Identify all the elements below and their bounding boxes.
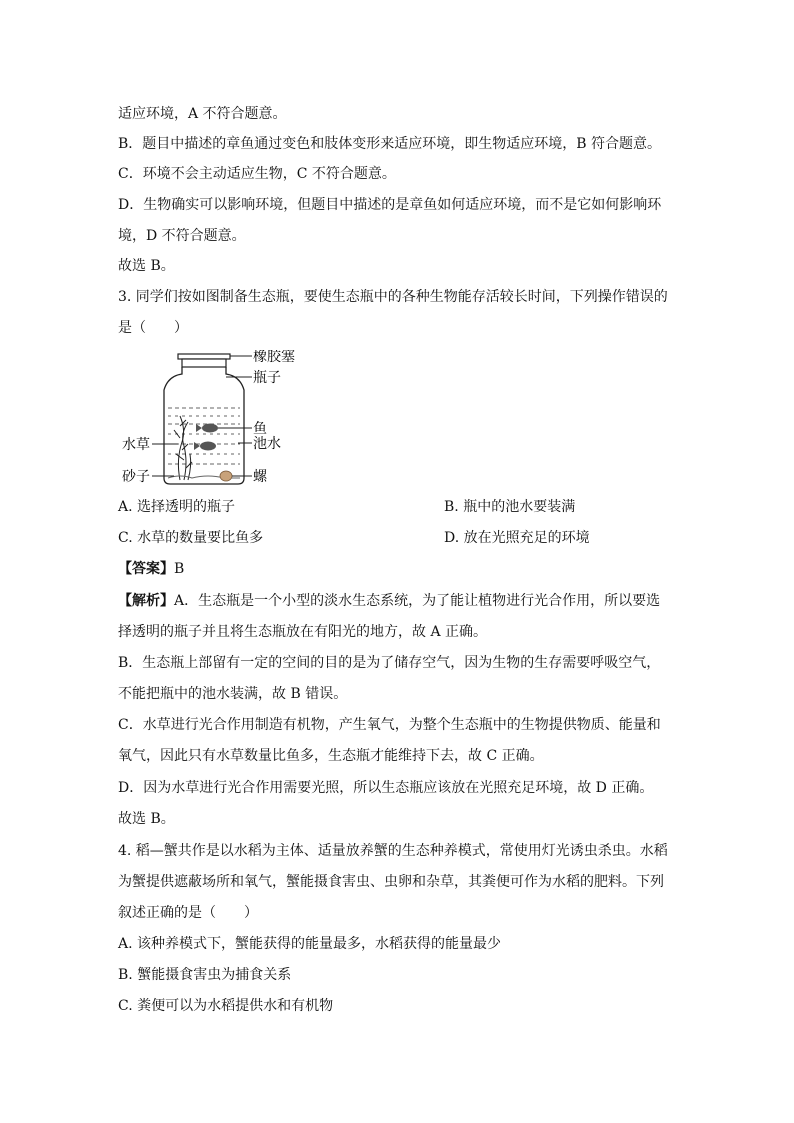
label-water-plant: 水草 <box>122 437 150 453</box>
question-4-option-a: A. 该种养模式下，蟹能获得的能量最多，水稻获得的能量最少 <box>118 936 502 952</box>
analysis-line: D．因为水草进行光合作用需要光照，所以生态瓶应该放在光照充足环境，故 D 正确。 <box>118 780 654 796</box>
answer-line <box>118 559 184 579</box>
option-c: C. 水草的数量要比鱼多 <box>118 530 264 546</box>
answer-value: B <box>174 561 185 577</box>
label-snail: 螺 <box>253 469 267 485</box>
analysis-label: 【解析】 <box>118 593 174 609</box>
answer-label: 【答案】 <box>118 561 174 577</box>
question-3-stem: 3. 同学们按如图制备生态瓶，要使生态瓶中的各种生物能存活较长时间，下列操作错误的 <box>118 289 668 305</box>
option-b: B. 瓶中的池水要装满 <box>444 499 576 515</box>
eco-bottle-figure <box>118 350 308 488</box>
question-4-stem: 为蟹提供遮蔽场所和氧气，蟹能摄食害虫、虫卵和杂草，其粪便可作为水稻的肥料。下列 <box>118 874 664 890</box>
analysis-line: 择透明的瓶子并且将生态瓶放在有阳光的地方，故 A 正确。 <box>118 624 488 640</box>
question-3-stem: 是（ ） <box>118 320 188 336</box>
question-4-stem: 叙述正确的是（ ） <box>118 905 258 921</box>
question-4-stem: 4. 稻—蟹共作是以水稻为主体、适量放养蟹的生态种养模式，常使用灯光诱虫杀虫。水稻 <box>118 843 668 859</box>
analysis-line: 故选 B。 <box>118 811 175 827</box>
label-sand: 砂子 <box>122 469 150 485</box>
question-4-option-b: B. 蟹能摄食害虫为捕食关系 <box>118 967 292 983</box>
text-line: 境，D 不符合题意。 <box>118 228 246 244</box>
text-line: D．生物确实可以影响环境，但题目中描述的是章鱼如何适应环境，而不是它如何影响环 <box>118 197 662 213</box>
text-line: 故选 B。 <box>118 258 175 274</box>
analysis-text: A．生态瓶是一个小型的淡水生态系统，为了能让植物进行光合作用，所以要选 <box>174 593 661 609</box>
text-line: B．题目中描述的章鱼通过变色和肢体变形来适应环境，即生物适应环境，B 符合题意。 <box>118 136 662 152</box>
label-fish: 鱼 <box>253 421 267 437</box>
label-bottle: 瓶子 <box>253 370 281 386</box>
label-rubber-stopper: 橡胶塞 <box>253 350 295 365</box>
analysis-line: 氧气，因此只有水草数量比鱼多，生态瓶才能维持下去，故 C 正确。 <box>118 748 544 764</box>
question-4-option-c: C. 粪便可以为水稻提供水和有机物 <box>118 998 334 1014</box>
option-d: D. 放在光照充足的环境 <box>444 530 590 546</box>
text-line: 适应环境，A 不符合题意。 <box>118 106 287 122</box>
option-a: A. 选择透明的瓶子 <box>118 499 236 515</box>
analysis-line: C．水草进行光合作用制造有机物，产生氧气，为整个生态瓶中的生物提供物质、能量和 <box>118 717 661 733</box>
analysis-line: B．生态瓶上部留有一定的空间的目的是为了储存空气，因为生物的生存需要呼吸空气， <box>118 655 661 671</box>
analysis-line: 不能把瓶中的池水装满，故 B 错误。 <box>118 686 348 702</box>
text-line: C．环境不会主动适应生物，C 不符合题意。 <box>118 166 396 182</box>
analysis-line <box>118 591 660 611</box>
label-pond-water: 池水 <box>253 436 281 452</box>
